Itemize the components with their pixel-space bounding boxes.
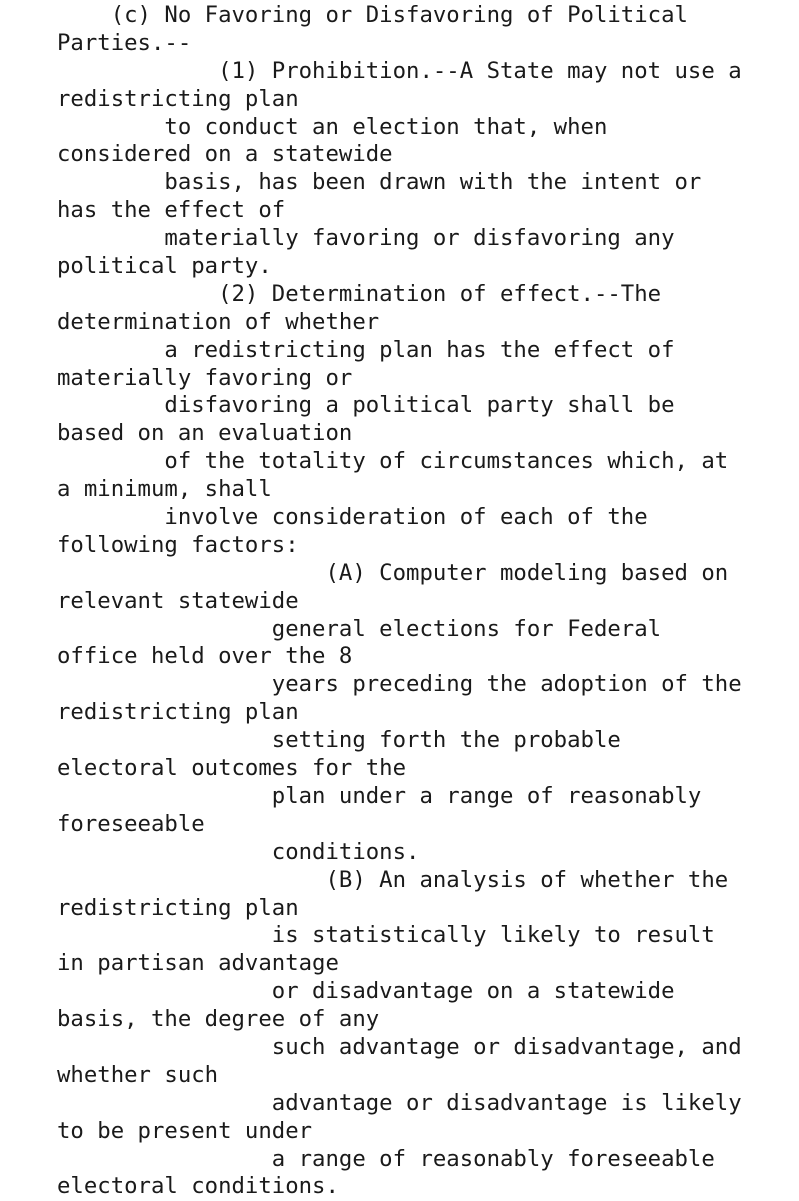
text-line: conditions. bbox=[57, 838, 420, 865]
text-line: of the totality of circumstances which, at bbox=[57, 448, 729, 475]
text-line: in partisan advantage bbox=[57, 950, 339, 977]
text-line: a minimum, shall bbox=[57, 476, 272, 503]
text-line: or disadvantage on a statewide bbox=[57, 978, 675, 1005]
text-line: such advantage or disadvantage, and bbox=[57, 1033, 742, 1060]
text-line: (A) Computer modeling based on bbox=[57, 559, 729, 586]
text-line: whether such bbox=[57, 1061, 219, 1088]
text-line: disfavoring a political party shall be bbox=[57, 392, 675, 419]
text-line: materially favoring or disfavoring any bbox=[57, 225, 675, 252]
text-line: has the effect of bbox=[57, 197, 286, 224]
text-line: Parties.-- bbox=[57, 29, 192, 56]
text-line: redistricting plan bbox=[57, 85, 299, 112]
text-line: years preceding the adoption of the bbox=[57, 671, 742, 698]
text-line: involve consideration of each of the bbox=[57, 504, 648, 531]
text-line: (1) Prohibition.--A State may not use a bbox=[57, 57, 742, 84]
text-line: a redistricting plan has the effect of bbox=[57, 336, 675, 363]
text-line: to conduct an election that, when bbox=[57, 113, 608, 140]
text-line: based on an evaluation bbox=[57, 420, 353, 447]
text-line: advantage or disadvantage is likely bbox=[57, 1089, 742, 1116]
text-line: electoral conditions. bbox=[57, 1173, 339, 1200]
text-line: general elections for Federal bbox=[57, 615, 662, 642]
text-line: political party. bbox=[57, 253, 272, 280]
text-line: a range of reasonably foreseeable bbox=[57, 1145, 715, 1172]
text-line: basis, the degree of any bbox=[57, 1006, 380, 1033]
text-line: (2) Determination of effect.--The bbox=[57, 280, 662, 307]
text-line: basis, has been drawn with the intent or bbox=[57, 169, 702, 196]
text-line: considered on a statewide bbox=[57, 141, 393, 168]
text-line: following factors: bbox=[57, 531, 299, 558]
text-line: plan under a range of reasonably bbox=[57, 782, 702, 809]
text-line: redistricting plan bbox=[57, 894, 299, 921]
text-line: setting forth the probable bbox=[57, 727, 621, 754]
text-line: (c) No Favoring or Disfavoring of Political bbox=[57, 2, 688, 28]
text-line: to be present under bbox=[57, 1117, 313, 1144]
text-line: foreseeable bbox=[57, 810, 205, 837]
text-line: electoral outcomes for the bbox=[57, 755, 407, 782]
text-line: redistricting plan bbox=[57, 699, 299, 726]
text-line: office held over the 8 bbox=[57, 643, 353, 670]
text-line: materially favoring or bbox=[57, 364, 353, 391]
text-line: is statistically likely to result bbox=[57, 922, 715, 949]
text-line: determination of whether bbox=[57, 308, 380, 335]
text-line: (B) An analysis of whether the bbox=[57, 866, 729, 893]
text-line: relevant statewide bbox=[57, 587, 299, 614]
